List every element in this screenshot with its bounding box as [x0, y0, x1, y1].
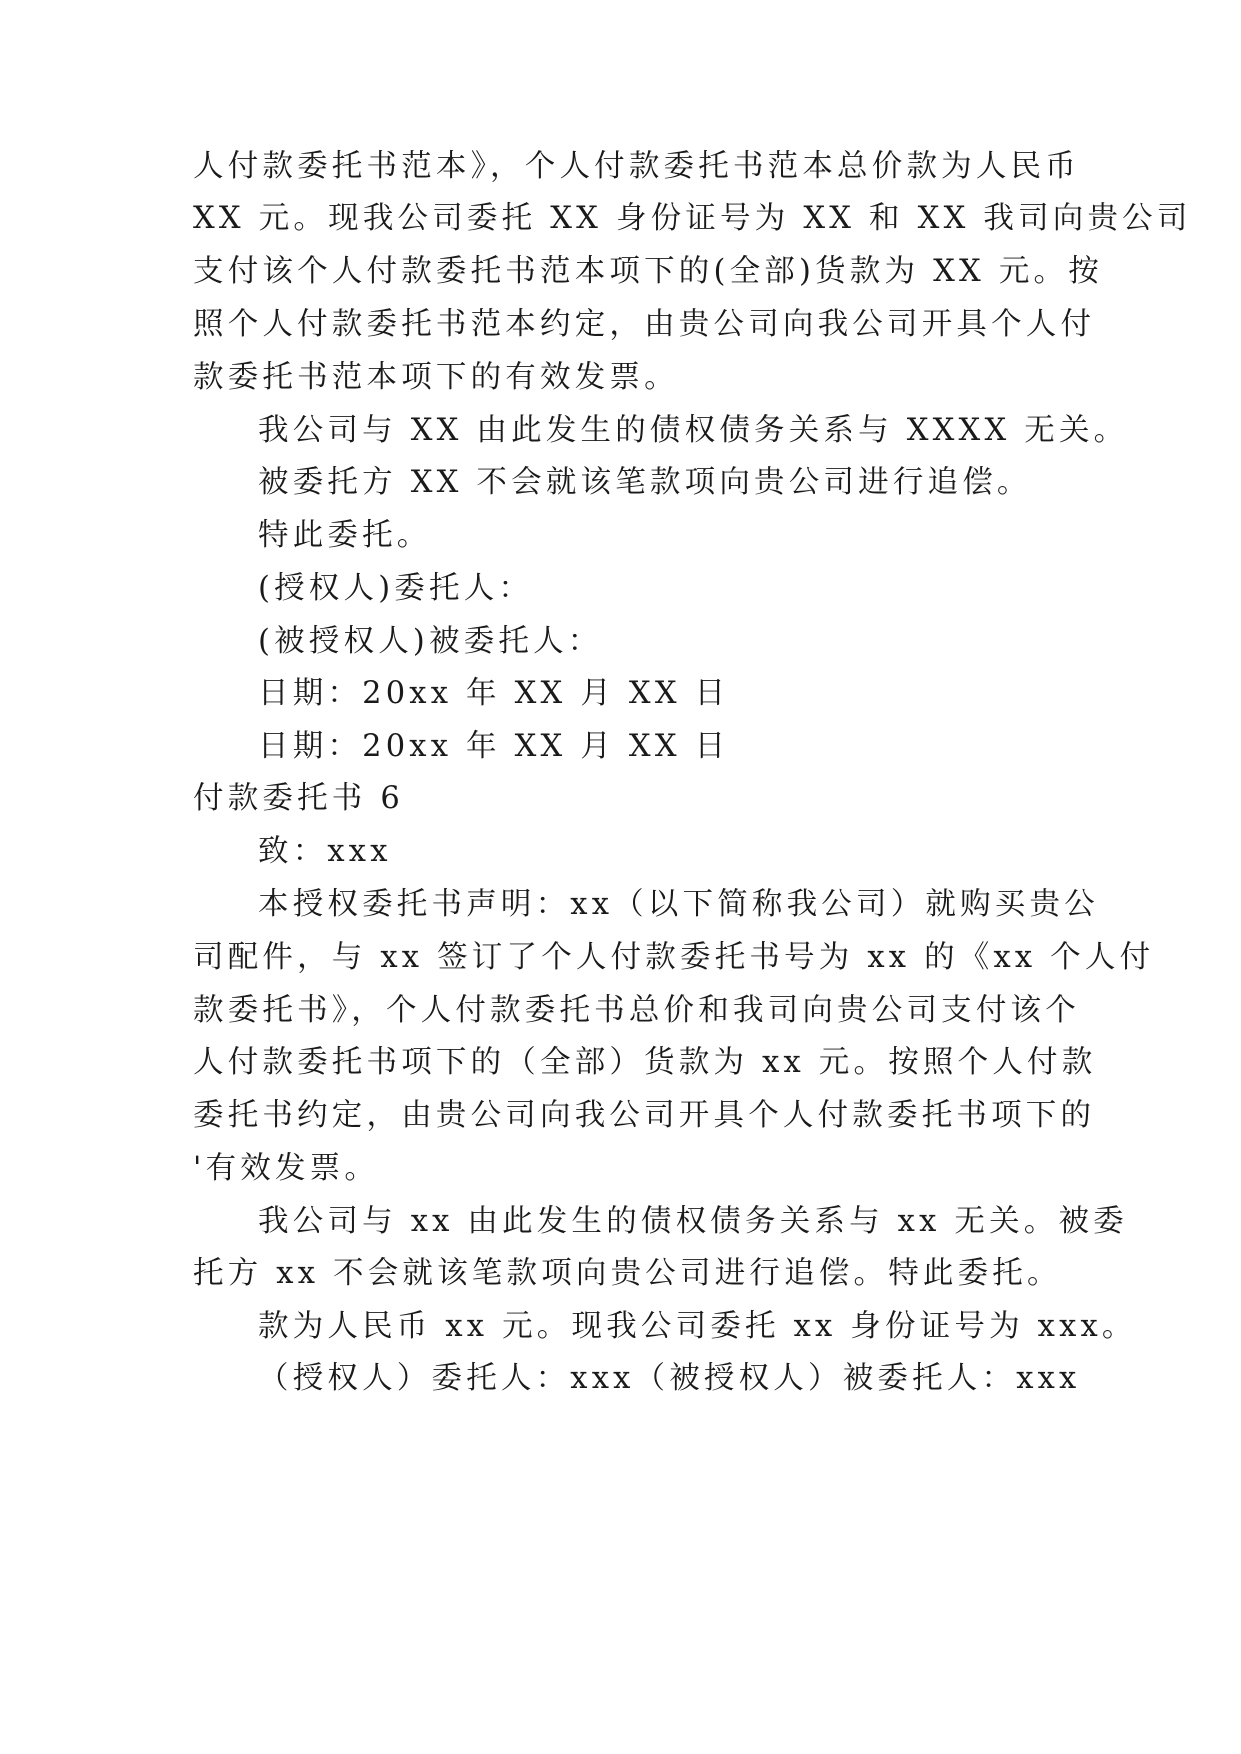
- paragraph-line: 人付款委托书范本》，个人付款委托书范本总价款为人民币: [193, 149, 1080, 184]
- date-line: 日期：20xx 年 XX 月 XX 日: [258, 729, 730, 764]
- paragraph-line: 委托书约定，由贵公司向我公司开具个人付款委托书项下的: [193, 1098, 1096, 1133]
- paragraph-line: 特此委托。: [258, 518, 432, 553]
- paragraph-line: 托方 xx 不会就该笔款项向贵公司进行追偿。特此委托。: [193, 1256, 1062, 1291]
- paragraph-line: '有效发票。: [193, 1151, 380, 1186]
- paragraph-line: 司配件，与 xx 签订了个人付款委托书号为 xx 的《xx 个人付: [193, 940, 1155, 975]
- paragraph-line: 人付款委托书项下的（全部）货款为 xx 元。按照个人付款: [193, 1045, 1097, 1080]
- paragraph-line: 本授权委托书声明：xx（以下简称我公司）就购买贵公: [258, 887, 1099, 922]
- paragraph-line: 支付该个人付款委托书范本项下的(全部)货款为 XX 元。按: [193, 254, 1103, 289]
- paragraph-line: 被委托方 XX 不会就该笔款项向贵公司进行追偿。: [258, 465, 1032, 500]
- paragraph-line: 我公司与 XX 由此发生的债权债务关系与 XXXX 无关。: [258, 413, 1129, 448]
- signature-line: (被授权人)被委托人：: [258, 624, 603, 659]
- paragraph-line: 款委托书范本项下的有效发票。: [193, 360, 679, 395]
- paragraph-line: 款委托书》，个人付款委托书总价和我司向贵公司支付该个: [193, 993, 1080, 1028]
- paragraph-line: 款为人民币 xx 元。现我公司委托 xx 身份证号为 xxx。: [258, 1309, 1137, 1344]
- signature-line: （授权人）委托人：xxx（被授权人）被委托人：xxx: [258, 1361, 1081, 1396]
- paragraph-line: XX 元。现我公司委托 XX 身份证号为 XX 和 XX 我司向贵公司: [193, 201, 1192, 236]
- section-heading: 付款委托书 6: [193, 781, 404, 816]
- paragraph-line: 照个人付款委托书范本约定，由贵公司向我公司开具个人付: [193, 307, 1096, 342]
- signature-line: (授权人)委托人：: [258, 571, 534, 606]
- date-line: 日期：20xx 年 XX 月 XX 日: [258, 676, 730, 711]
- addressee-line: 致：xxx: [258, 834, 392, 869]
- paragraph-line: 我公司与 xx 由此发生的债权债务关系与 xx 无关。被委: [258, 1204, 1128, 1239]
